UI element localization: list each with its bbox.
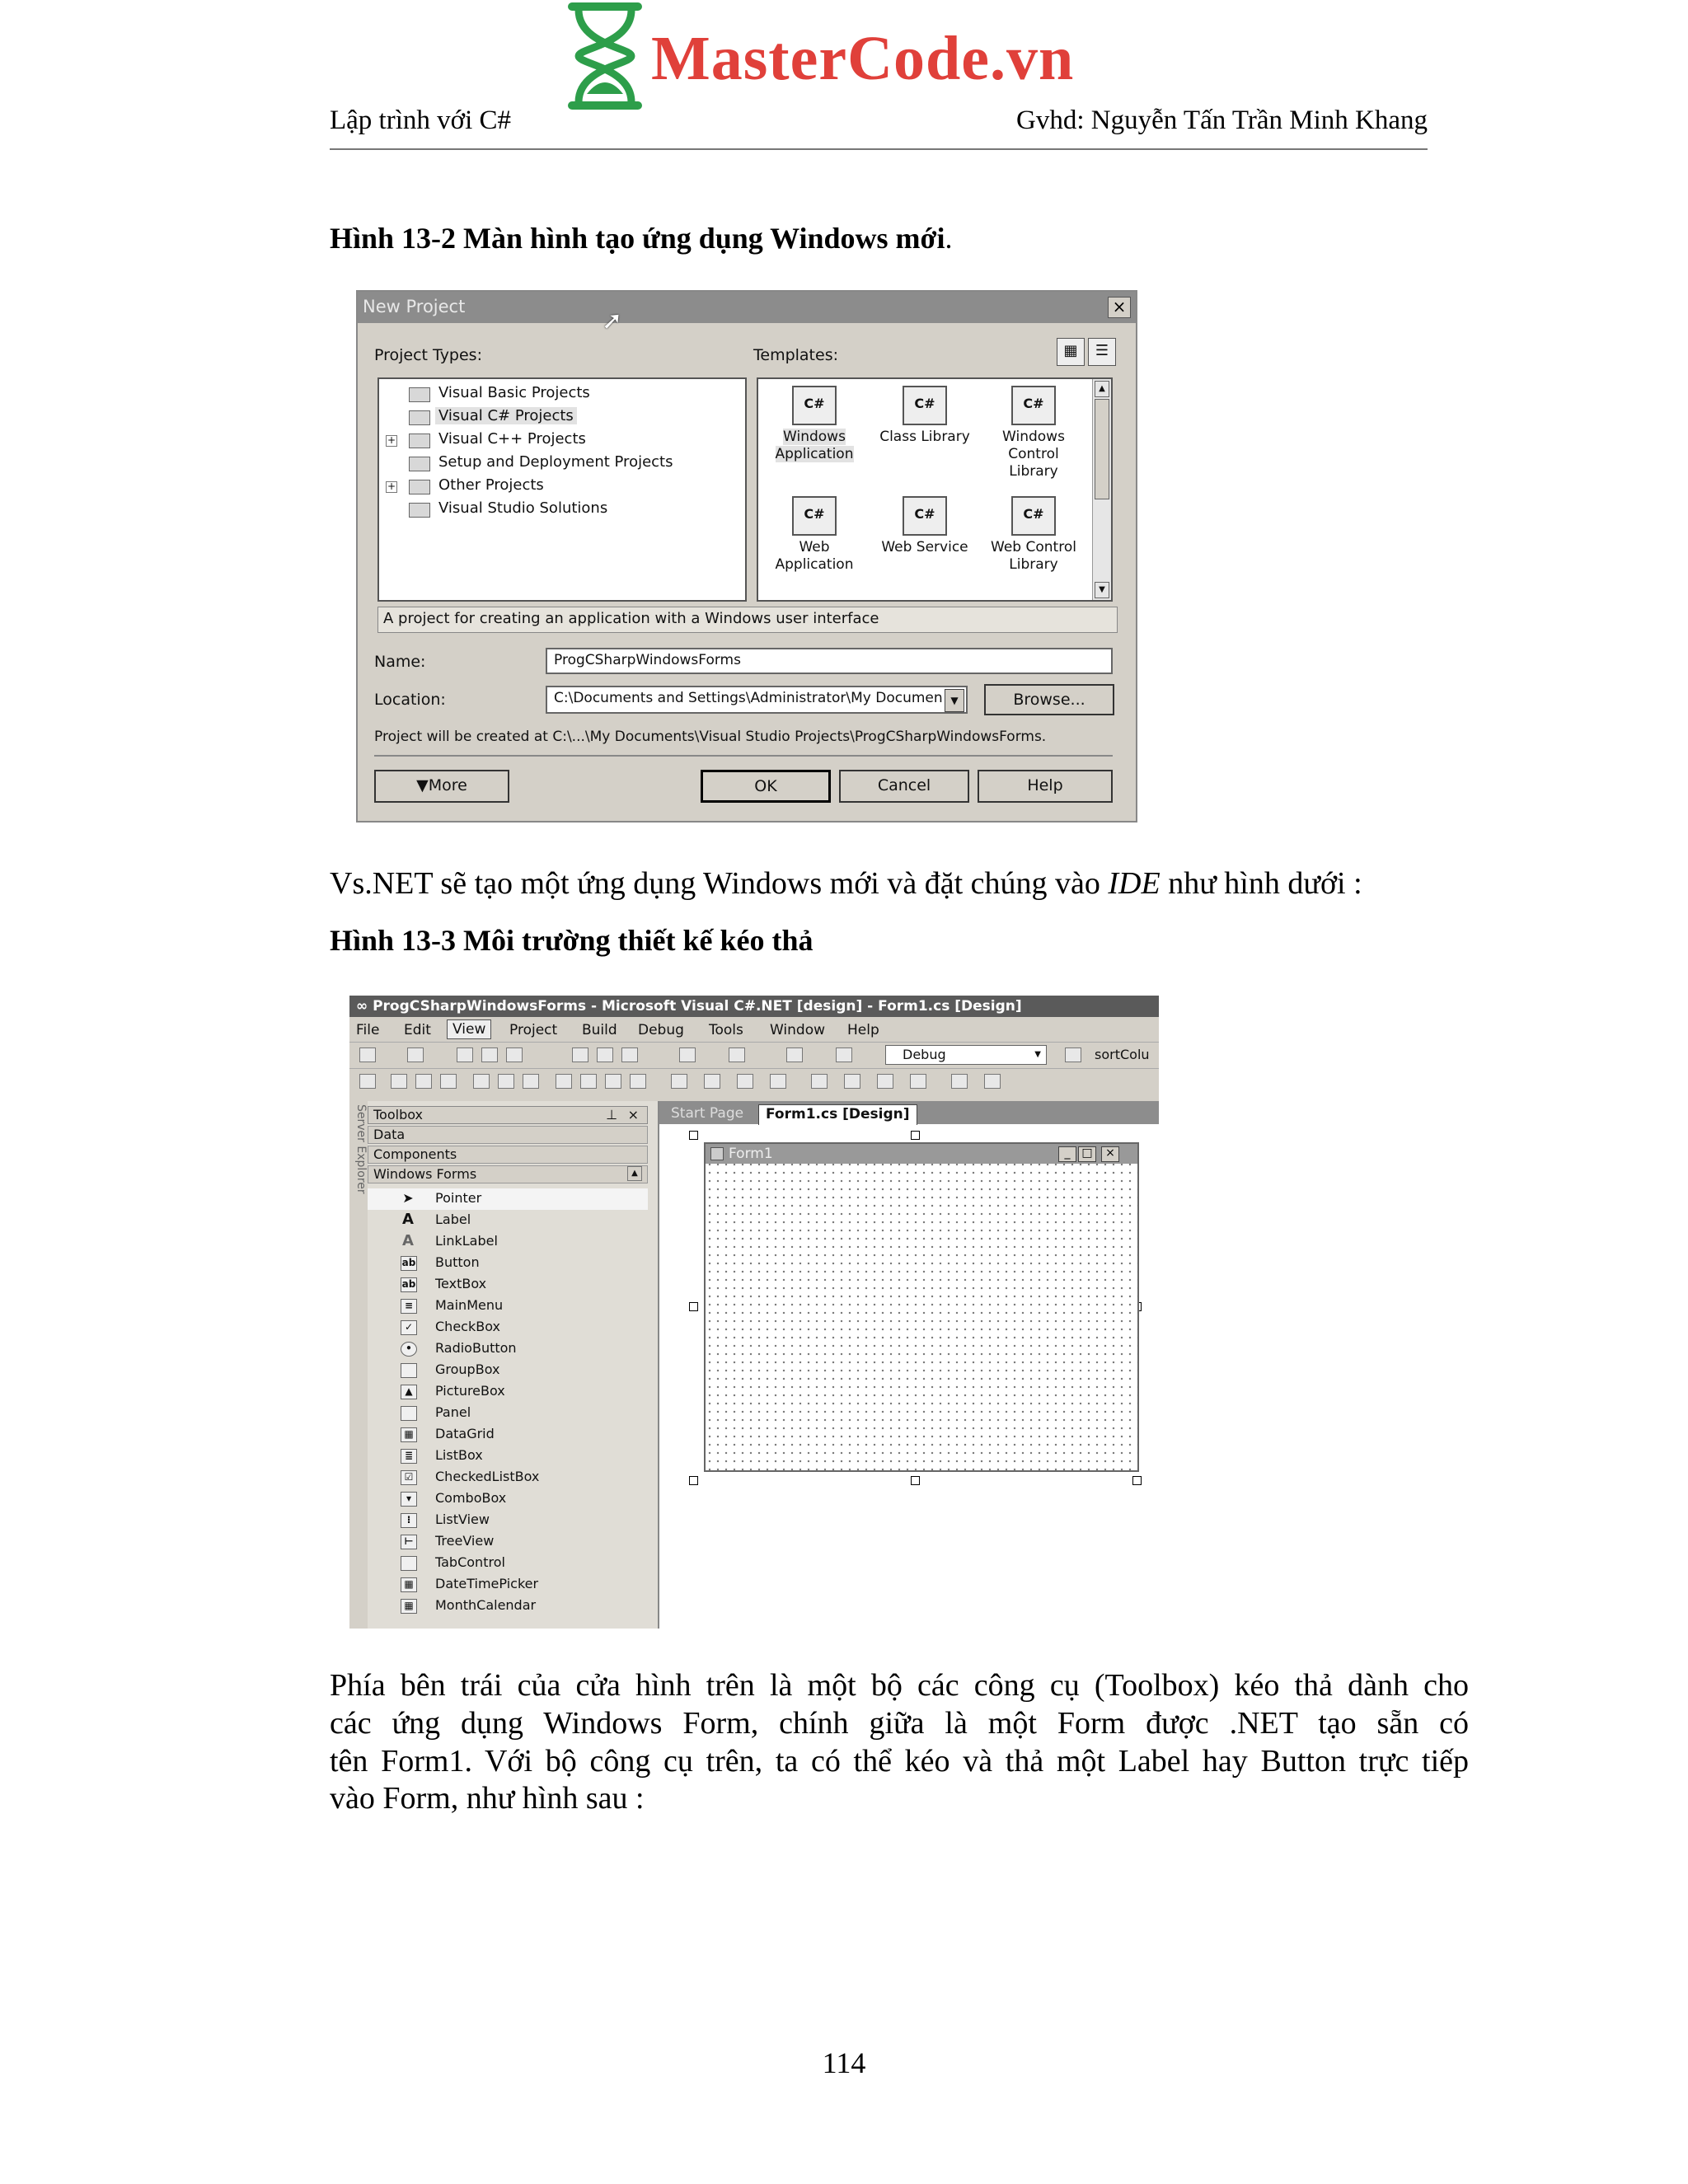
created-at-note: Project will be created at C:\...\My Documents\Visual Studio Projects\ProgCSharpWindowsForms. [374,729,1047,745]
windows-app-icon: C# [792,386,837,425]
vertical-spacing-icon[interactable] [811,1074,828,1089]
paragraph-2-line-2: các ứng dụng Windows Form, chính giữa là một Form được .NET tạo sẵn có [330,1706,1469,1741]
copy-icon[interactable] [597,1047,613,1062]
menu-build[interactable]: Build [582,1022,617,1038]
increase-spacing-icon[interactable] [704,1074,720,1089]
toolbox-header [368,1106,648,1124]
template-label: Web Service [881,539,968,555]
find-combo[interactable]: sortColu [1095,1047,1150,1062]
project-types-tree [377,377,747,602]
template-description: A project for creating an application with a Windows user interface [377,607,1118,633]
template-windows-application[interactable] [763,386,865,463]
tree-item-label: Other Projects [438,476,544,494]
debug-combo-value: Debug [903,1047,946,1062]
folder-icon [409,457,430,471]
control-library-icon: C# [1011,386,1056,425]
tool-listbox[interactable] [368,1446,648,1467]
align-bottoms-icon[interactable] [523,1074,539,1089]
tool-label: Button [435,1254,480,1270]
template-label: Windows [783,429,846,445]
remove-spacing-icon[interactable] [770,1074,786,1089]
tool-label: Panel [435,1404,471,1420]
template-label: Web [799,539,830,555]
linklabel-icon: A [402,1232,414,1249]
logo-text: MasterCode.vn [651,24,1075,93]
toolbox-section-components[interactable]: Components [368,1146,648,1164]
tree-item-label: Setup and Deployment Projects [438,453,673,471]
paste-icon[interactable] [621,1047,638,1062]
checkedlistbox-icon: ☑ [401,1470,417,1485]
resize-handle[interactable] [689,1131,698,1140]
tool-label: TabControl [435,1554,505,1570]
tool-label: GroupBox [435,1361,500,1377]
solution-configuration-combo[interactable] [885,1045,1047,1065]
chevron-down-icon[interactable]: ▼ [945,689,964,712]
horizontal-spacing-icon[interactable] [671,1074,687,1089]
monthcalendar-icon: ▦ [401,1599,417,1614]
make-same-size-icon[interactable] [630,1074,646,1089]
project-types-label: Project Types: [374,346,482,364]
tool-mainmenu[interactable] [368,1296,648,1317]
view-toggle [1057,338,1116,366]
paragraph-1 [330,865,1362,902]
send-to-back-icon[interactable] [984,1074,1001,1089]
tool-label: ListBox [435,1447,483,1463]
tool-label: CheckedListBox [435,1469,540,1484]
scroll-thumb[interactable] [1095,399,1109,499]
maximize-icon[interactable]: □ [1078,1146,1096,1162]
increase-vspacing-icon[interactable] [844,1074,860,1089]
toolbox-section-windows-forms[interactable] [368,1165,648,1183]
tool-linklabel[interactable] [368,1231,648,1253]
folder-icon [409,503,430,518]
new-project-dialog [356,290,1137,823]
align-lefts-icon[interactable] [391,1074,407,1089]
picturebox-icon: ▲ [401,1385,417,1399]
dialog-divider [374,755,1113,757]
down-arrow-icon: ▼ [416,776,429,794]
mouse-cursor-icon: ➚ [602,307,623,335]
mainmenu-icon: ≡ [401,1299,417,1314]
paragraph-2-line-1: Phía bên trái của cửa hình trên là một bộ các công cụ (Toolbox) kéo thả dành cho [330,1668,1469,1703]
template-class-library[interactable] [874,386,976,446]
figure-13-2-caption [330,221,952,255]
template-label: Control Library [1008,446,1059,480]
tree-item-label: Visual C++ Projects [438,430,586,448]
resize-handle[interactable] [689,1302,698,1311]
form1-title: Form1 [729,1146,773,1162]
solution-config-icon[interactable] [1065,1047,1081,1062]
cancel-button[interactable]: Cancel [839,770,969,803]
ok-button[interactable]: OK [701,770,831,803]
open-icon[interactable] [457,1047,473,1062]
template-label: Class Library [879,429,970,445]
tool-groupbox[interactable] [368,1360,648,1381]
paragraph-2-line-4: vào Form, như hình sau : [330,1781,645,1816]
navigate-back-icon[interactable] [786,1047,803,1062]
class-library-icon: C# [903,386,947,425]
web-service-icon: C# [903,496,947,536]
ide-title: ProgCSharpWindowsForms - Microsoft Visual C#.NET [design] - Form1.cs [Design] [373,998,1022,1015]
tool-datetimepicker[interactable] [368,1574,648,1596]
make-same-width-icon[interactable] [556,1074,572,1089]
header-course-title: Lập trình với C# [330,105,512,135]
help-button[interactable]: Help [978,770,1113,803]
folder-icon [409,480,430,494]
tool-button[interactable] [368,1253,648,1274]
align-to-grid-icon[interactable] [359,1074,376,1089]
menu-window[interactable]: Window [770,1022,826,1038]
tool-label-control[interactable] [368,1210,648,1231]
ide-titlebar[interactable] [349,996,1159,1017]
tab-start-page[interactable]: Start Page [671,1105,744,1122]
figure-caption-period: . [945,222,953,255]
header-divider [330,148,1428,150]
toolbox-title: Toolbox [373,1107,423,1122]
tree-item-label: Visual C# Projects [435,407,577,424]
tool-pointer[interactable] [368,1188,648,1210]
dialog-title: New Project [363,297,466,316]
location-value: C:\Documents and Settings\Administrator\My Documen [554,690,943,706]
combobox-icon: ▾ [401,1492,417,1507]
template-web-application[interactable] [763,496,865,574]
paragraph-text: như hình dưới : [1160,866,1362,901]
toolbox-section-data[interactable]: Data [368,1126,648,1144]
resize-handle[interactable] [1132,1476,1142,1485]
paragraph-ide-term: IDE [1108,866,1160,901]
template-label: Web Control [991,539,1076,555]
template-label: Library [1009,556,1058,573]
tool-radiobutton[interactable] [368,1338,648,1360]
chevron-down-icon[interactable]: ▼ [1034,1050,1041,1059]
add-item-icon[interactable] [407,1047,424,1062]
align-tops-icon[interactable] [473,1074,490,1089]
tool-monthcalendar[interactable] [368,1596,648,1617]
cut-icon[interactable] [572,1047,588,1062]
dialog-titlebar[interactable] [358,292,1136,323]
expand-plus-icon[interactable]: + [387,434,396,446]
list-view-icon[interactable]: ☰ [1088,338,1116,366]
tool-datagrid[interactable] [368,1424,648,1446]
tool-label: MonthCalendar [435,1597,537,1613]
tabcontrol-icon [401,1556,417,1571]
web-app-icon: C# [792,496,837,536]
label-icon: A [402,1211,414,1228]
new-project-icon[interactable] [359,1047,376,1062]
close-icon[interactable]: × [1101,1146,1119,1162]
menu-edit[interactable]: Edit [404,1022,431,1038]
scroll-up-icon[interactable]: ▲ [1095,381,1109,397]
resize-handle[interactable] [911,1476,920,1485]
groupbox-icon [401,1363,417,1378]
radiobutton-icon: • [401,1342,417,1357]
name-label: Name: [374,653,426,671]
pin-icon[interactable]: ⊥ [606,1107,617,1122]
tree-item-label: Visual Basic Projects [438,384,590,401]
pointer-icon: ➤ [402,1190,414,1206]
menu-file[interactable]: File [356,1022,380,1038]
form1-titlebar [706,1144,1137,1164]
resize-handle[interactable] [911,1131,920,1140]
server-explorer-tab[interactable]: Server Explorer [354,1104,368,1194]
panel-icon [401,1406,417,1421]
close-icon[interactable]: × [1108,297,1131,318]
tool-label: LinkLabel [435,1233,498,1249]
tool-listview[interactable] [368,1510,648,1531]
menu-tools[interactable]: Tools [709,1022,743,1038]
menu-debug[interactable]: Debug [638,1022,684,1038]
tool-tabcontrol[interactable] [368,1553,648,1574]
treeview-icon: ⊢ [401,1535,417,1549]
button-icon: ab [401,1256,417,1271]
templates-scrollbar[interactable] [1092,379,1111,600]
tool-label: Label [435,1212,471,1227]
tool-textbox[interactable] [368,1274,648,1296]
menu-help[interactable]: Help [847,1022,879,1038]
browse-button[interactable]: Browse... [984,684,1114,715]
minimize-icon[interactable]: _ [1058,1146,1076,1162]
paragraph-text: Vs.NET sẽ tạo một ứng dụng Windows mới và đặt chúng vào [330,866,1109,901]
location-combo[interactable] [546,686,968,714]
menu-project[interactable]: Project [509,1022,558,1038]
listview-icon: ⁝ [401,1513,417,1528]
toolbox-panel [368,1101,659,1629]
tool-checkbox[interactable] [368,1317,648,1338]
textbox-icon: ab [401,1277,417,1292]
datagrid-icon: ▦ [401,1427,417,1442]
tool-label: DataGrid [435,1426,495,1441]
section-label: Windows Forms [373,1166,477,1182]
hourglass-logo-icon [565,2,645,110]
form-icon [710,1147,724,1160]
scroll-up-icon[interactable]: ▲ [627,1166,642,1181]
tool-label: TreeView [435,1533,495,1549]
listbox-icon: ≣ [401,1449,417,1464]
tool-label: ComboBox [435,1490,507,1506]
template-windows-control-library[interactable] [982,386,1085,480]
decrease-spacing-icon[interactable] [737,1074,753,1089]
tool-combobox[interactable] [368,1488,648,1510]
name-input[interactable]: ProgCSharpWindowsForms [546,648,1113,674]
scroll-down-icon[interactable]: ▼ [1095,582,1109,598]
templates-list [757,377,1113,602]
folder-icon [409,387,430,402]
tool-label: PictureBox [435,1383,505,1399]
template-web-control-library[interactable] [982,496,1085,574]
align-centers-icon[interactable] [415,1074,432,1089]
web-control-icon: C# [1011,496,1056,536]
tool-checkedlistbox[interactable] [368,1467,648,1488]
vs-app-icon: ∞ [356,998,373,1015]
align-rights-icon[interactable] [440,1074,457,1089]
template-web-service[interactable] [874,496,976,556]
header-instructor: Gvhd: Nguyễn Tấn Trần Minh Khang [1016,105,1428,135]
resize-handle[interactable] [689,1476,698,1485]
designer-area [659,1101,1159,1629]
tool-label: TextBox [435,1276,487,1291]
make-same-height-icon[interactable] [605,1074,621,1089]
align-middles-icon[interactable] [498,1074,514,1089]
tab-form1-design[interactable]: Form1.cs [Design] [758,1104,917,1125]
navigate-forward-icon[interactable] [836,1047,852,1062]
more-button[interactable] [374,770,509,803]
figure-caption-text: Hình 13-2 Màn hình tạo ứng dụng Windows mới [330,222,945,255]
more-label: More [428,776,467,794]
paragraph-2-line-3: tên Form1. Với bộ công cụ trên, ta có thể kéo và thả một Label hay Button trực tiếp [330,1744,1469,1779]
page-number: 114 [822,2046,866,2079]
large-icons-view-icon[interactable]: ▦ [1057,338,1085,366]
save-icon[interactable] [481,1047,498,1062]
form1-designer[interactable] [704,1142,1139,1472]
template-label: Application [775,446,854,462]
template-label: Application [775,556,854,573]
tool-panel[interactable] [368,1403,648,1424]
decrease-vspacing-icon[interactable] [877,1074,893,1089]
template-label: Windows [1002,429,1065,445]
checkbox-icon: ✓ [401,1320,417,1335]
tool-label: CheckBox [435,1319,500,1334]
tool-label: Pointer [435,1190,482,1206]
remove-vspacing-icon[interactable] [910,1074,926,1089]
figure-13-3-caption: Hình 13-3 Môi trường thiết kế kéo thả [330,924,814,957]
location-label: Location: [374,691,446,709]
redo-icon[interactable] [729,1047,745,1062]
document-tabs [659,1101,1159,1124]
menu-view[interactable]: View [447,1019,491,1039]
vs-ide-window [349,996,1159,1629]
tool-label: ListView [435,1511,490,1527]
tree-item-label: Visual Studio Solutions [438,499,608,517]
undo-icon[interactable] [679,1047,696,1062]
save-all-icon[interactable] [506,1047,523,1062]
close-icon[interactable]: × [627,1107,639,1122]
bring-to-front-icon[interactable] [951,1074,968,1089]
tool-label: MainMenu [435,1297,504,1313]
folder-icon [409,434,430,448]
tool-treeview[interactable] [368,1531,648,1553]
expand-plus-icon[interactable]: + [387,480,396,492]
ide-menubar [349,1019,1159,1042]
tool-label: RadioButton [435,1340,517,1356]
folder-icon [409,410,430,425]
templates-label: Templates: [753,346,838,364]
tool-picturebox[interactable] [368,1381,648,1403]
size-to-grid-icon[interactable] [580,1074,597,1089]
datetimepicker-icon: ▦ [401,1577,417,1592]
tool-label: DateTimePicker [435,1576,539,1591]
layout-toolbar [349,1068,1159,1094]
